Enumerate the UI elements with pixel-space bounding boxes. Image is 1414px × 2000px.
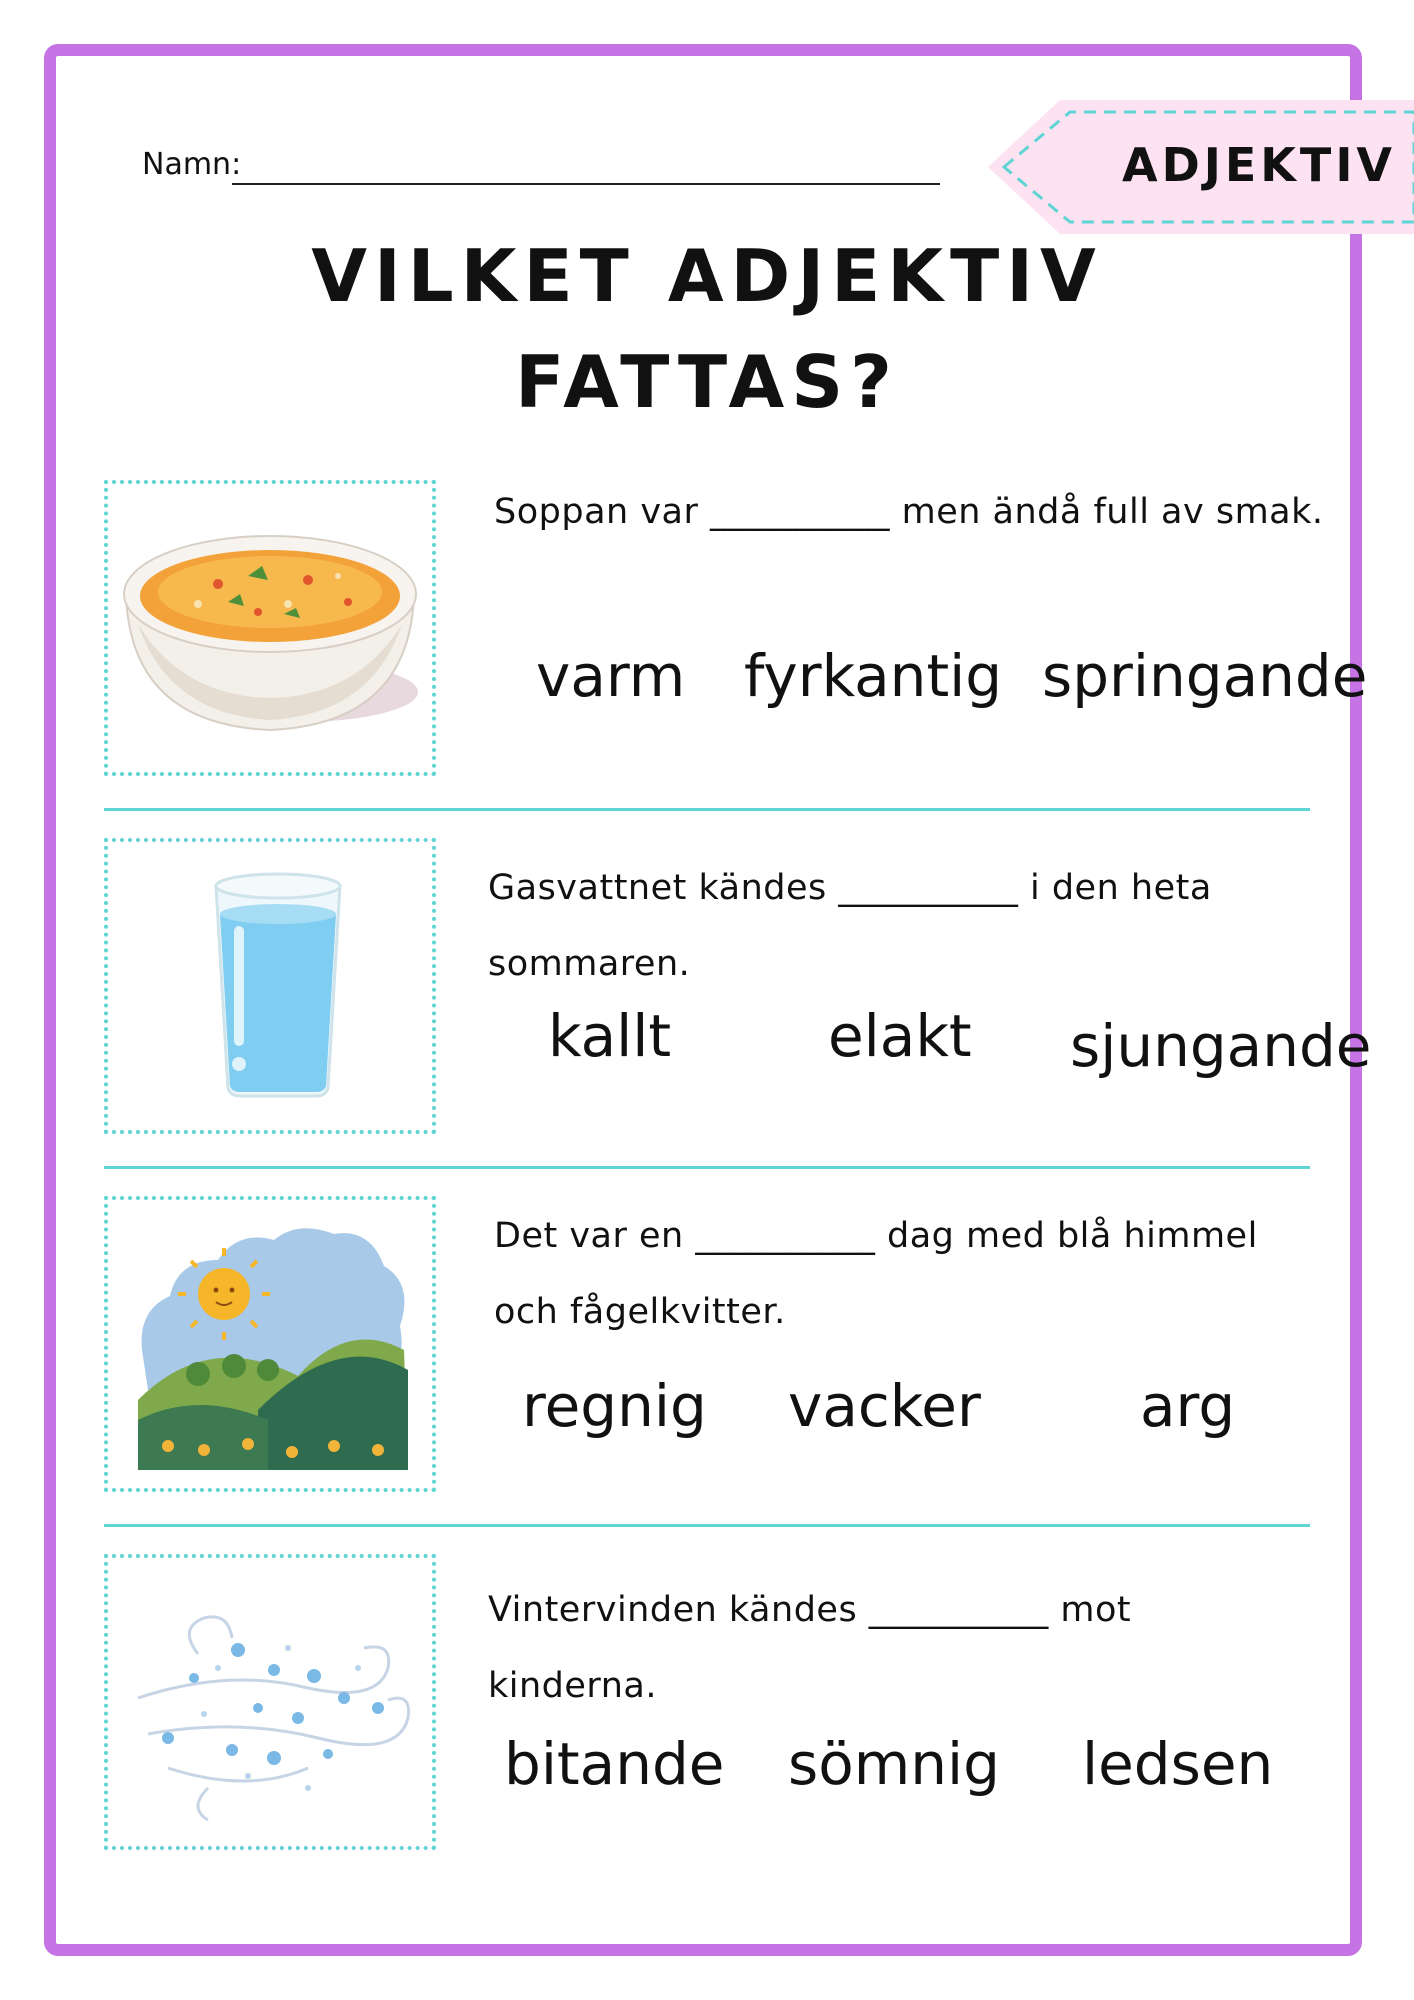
name-label: Namn: [142,147,242,182]
option-3-3[interactable]: arg [1140,1372,1236,1440]
page-title-line-2: FATTAS? [515,340,899,424]
section-divider [104,1166,1310,1169]
option-2-2[interactable]: elakt [828,1002,972,1070]
topic-tag [988,100,1414,234]
option-4-2[interactable]: sömnig [788,1730,1000,1798]
image-frame-2 [104,838,436,1134]
sentence-3-line-1: Det var en __________ dag med blå himmel [494,1216,1258,1256]
image-frame-4 [104,1554,436,1850]
option-2-1[interactable]: kallt [548,1002,672,1070]
winter-wind-icon [108,1558,432,1846]
sunny-landscape-icon [108,1200,432,1488]
option-3-1[interactable]: regnig [522,1372,707,1440]
sentence-1: Soppan var __________ men ändå full av smak. [494,492,1324,532]
option-2-3[interactable]: sjungande [1070,1012,1372,1080]
name-field-line[interactable] [232,183,940,185]
water-glass-icon [108,842,432,1130]
image-frame-1 [104,480,436,776]
sentence-3-line-2: och fågelkvitter. [494,1292,786,1332]
soup-bowl-icon [108,484,432,772]
tag-label: ADJEKTIV [1121,138,1397,192]
option-3-2[interactable]: vacker [788,1372,981,1440]
sentence-2-line-2: sommaren. [488,944,691,984]
sentence-2-line-1: Gasvattnet kändes __________ i den heta [488,868,1212,908]
sentence-4-line-2: kinderna. [488,1666,657,1706]
option-1-2[interactable]: fyrkantig [744,642,1003,710]
option-4-1[interactable]: bitande [504,1730,725,1798]
sentence-4-line-1: Vintervinden kändes __________ mot [488,1590,1132,1630]
page-title-line-1: VILKET ADJEKTIV [311,234,1103,318]
section-divider [104,1524,1310,1527]
section-divider [104,808,1310,811]
option-4-3[interactable]: ledsen [1082,1730,1274,1798]
image-frame-3 [104,1196,436,1492]
option-1-1[interactable]: varm [536,642,686,710]
option-1-3[interactable]: springande [1042,642,1368,710]
